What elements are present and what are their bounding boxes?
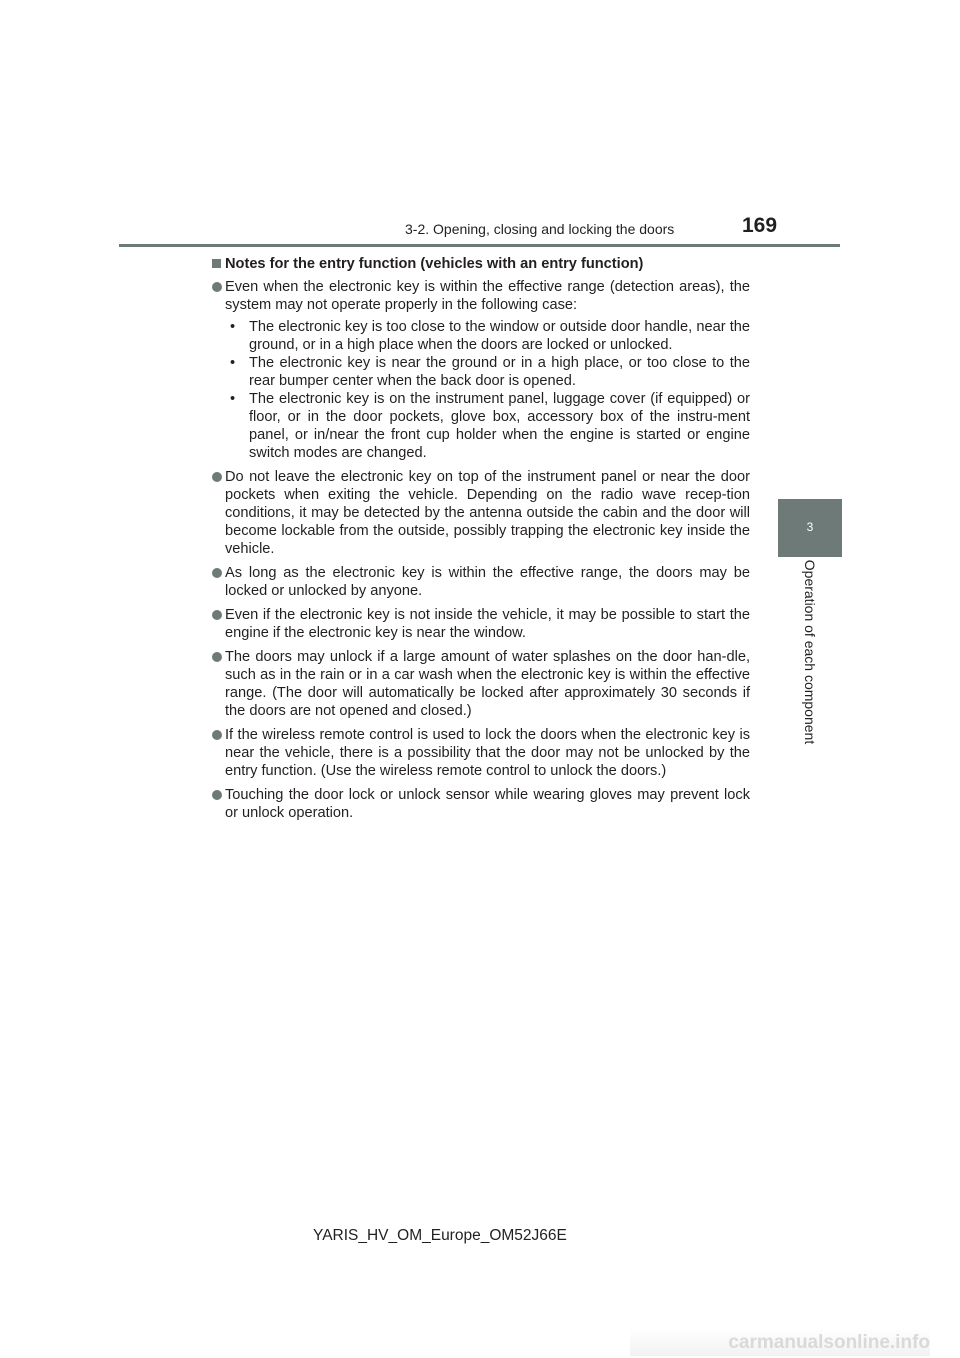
watermark [630, 1328, 930, 1356]
list-item-text: The doors may unlock if a large amount of water splashes on the door han-dle, such as in the rain or in a car wash when the electronic key is within the effective range. (The door will automatically be locked after approximately 30 seconds if the doors are not opened and closed.) [225, 649, 750, 719]
header-divider [119, 244, 840, 247]
circle-bullet-icon [212, 652, 222, 662]
list-item-text: If the wireless remote control is used to lock the doors when the electronic key is near the vehicle, there is a possibility that the door may not be unlocked by the entry function. (Use the wireless remote control to unlock the doors.) [225, 727, 750, 779]
list-item-text: Even when the electronic key is within the effective range (detection areas), the system may not operate properly in the following case: [225, 279, 750, 313]
chapter-number: 3 [806, 520, 814, 534]
chapter-title: Operation of each component [802, 559, 818, 745]
section-header: 3-2. Opening, closing and locking the doors [405, 221, 675, 237]
sub-list-item-text: The electronic key is on the instrument panel, luggage cover (if equipped) or floor, or in the door pockets, glove box, accessory box of the instru-ment panel, or in/near the front cup holder when the engine is started or engine switch modes are changed. [249, 391, 750, 461]
list-item [212, 726, 750, 780]
square-bullet-icon [212, 259, 221, 268]
chapter-tab [778, 499, 842, 557]
list-item [212, 648, 750, 720]
sub-list-item [225, 390, 750, 462]
list-item [212, 564, 750, 600]
circle-bullet-icon [212, 472, 222, 482]
sub-bullet-mark: • [230, 355, 236, 371]
sub-bullet-mark: • [230, 391, 236, 407]
document-code: YARIS_HV_OM_Europe_OM52J66E [313, 1227, 567, 1244]
note-heading-text: Notes for the entry function (vehicles with an entry function) [225, 256, 644, 272]
sub-list-item [225, 318, 750, 354]
note-heading [212, 255, 750, 273]
circle-bullet-icon [212, 568, 222, 578]
list-item [212, 606, 750, 642]
circle-bullet-icon [212, 790, 222, 800]
list-item [212, 468, 750, 558]
list-item-text: Do not leave the electronic key on top of the instrument panel or near the door pockets when exiting the vehicle. Depending on the radio wave recep-tion conditions, it may be detected by the antenna outside the cabin and the door will become lockable from the outside, possibly trapping the electronic key inside the vehicle. [225, 469, 750, 557]
page-content [212, 255, 750, 828]
list-item-text: Even if the electronic key is not inside the vehicle, it may be possible to start the engine if the electronic key is near the window. [225, 607, 750, 641]
list-item [212, 786, 750, 822]
sub-list [225, 318, 750, 462]
watermark-text: carmanualsonline.info [728, 1332, 930, 1353]
list-item [212, 278, 750, 462]
sub-list-item [225, 354, 750, 390]
sub-list-item-text: The electronic key is near the ground or in a high place, or too close to the rear bumper center when the back door is opened. [249, 355, 750, 389]
circle-bullet-icon [212, 610, 222, 620]
list-item-text: Touching the door lock or unlock sensor while wearing gloves may prevent lock or unlock operation. [225, 787, 750, 821]
circle-bullet-icon [212, 282, 222, 292]
page-number: 169 [742, 214, 778, 237]
list-item-text: As long as the electronic key is within the effective range, the doors may be locked or unlocked by anyone. [225, 565, 750, 599]
circle-bullet-icon [212, 730, 222, 740]
sub-bullet-mark: • [230, 319, 236, 335]
sub-list-item-text: The electronic key is too close to the window or outside door handle, near the ground, or in a high place when the doors are locked or unlocked. [249, 319, 750, 353]
